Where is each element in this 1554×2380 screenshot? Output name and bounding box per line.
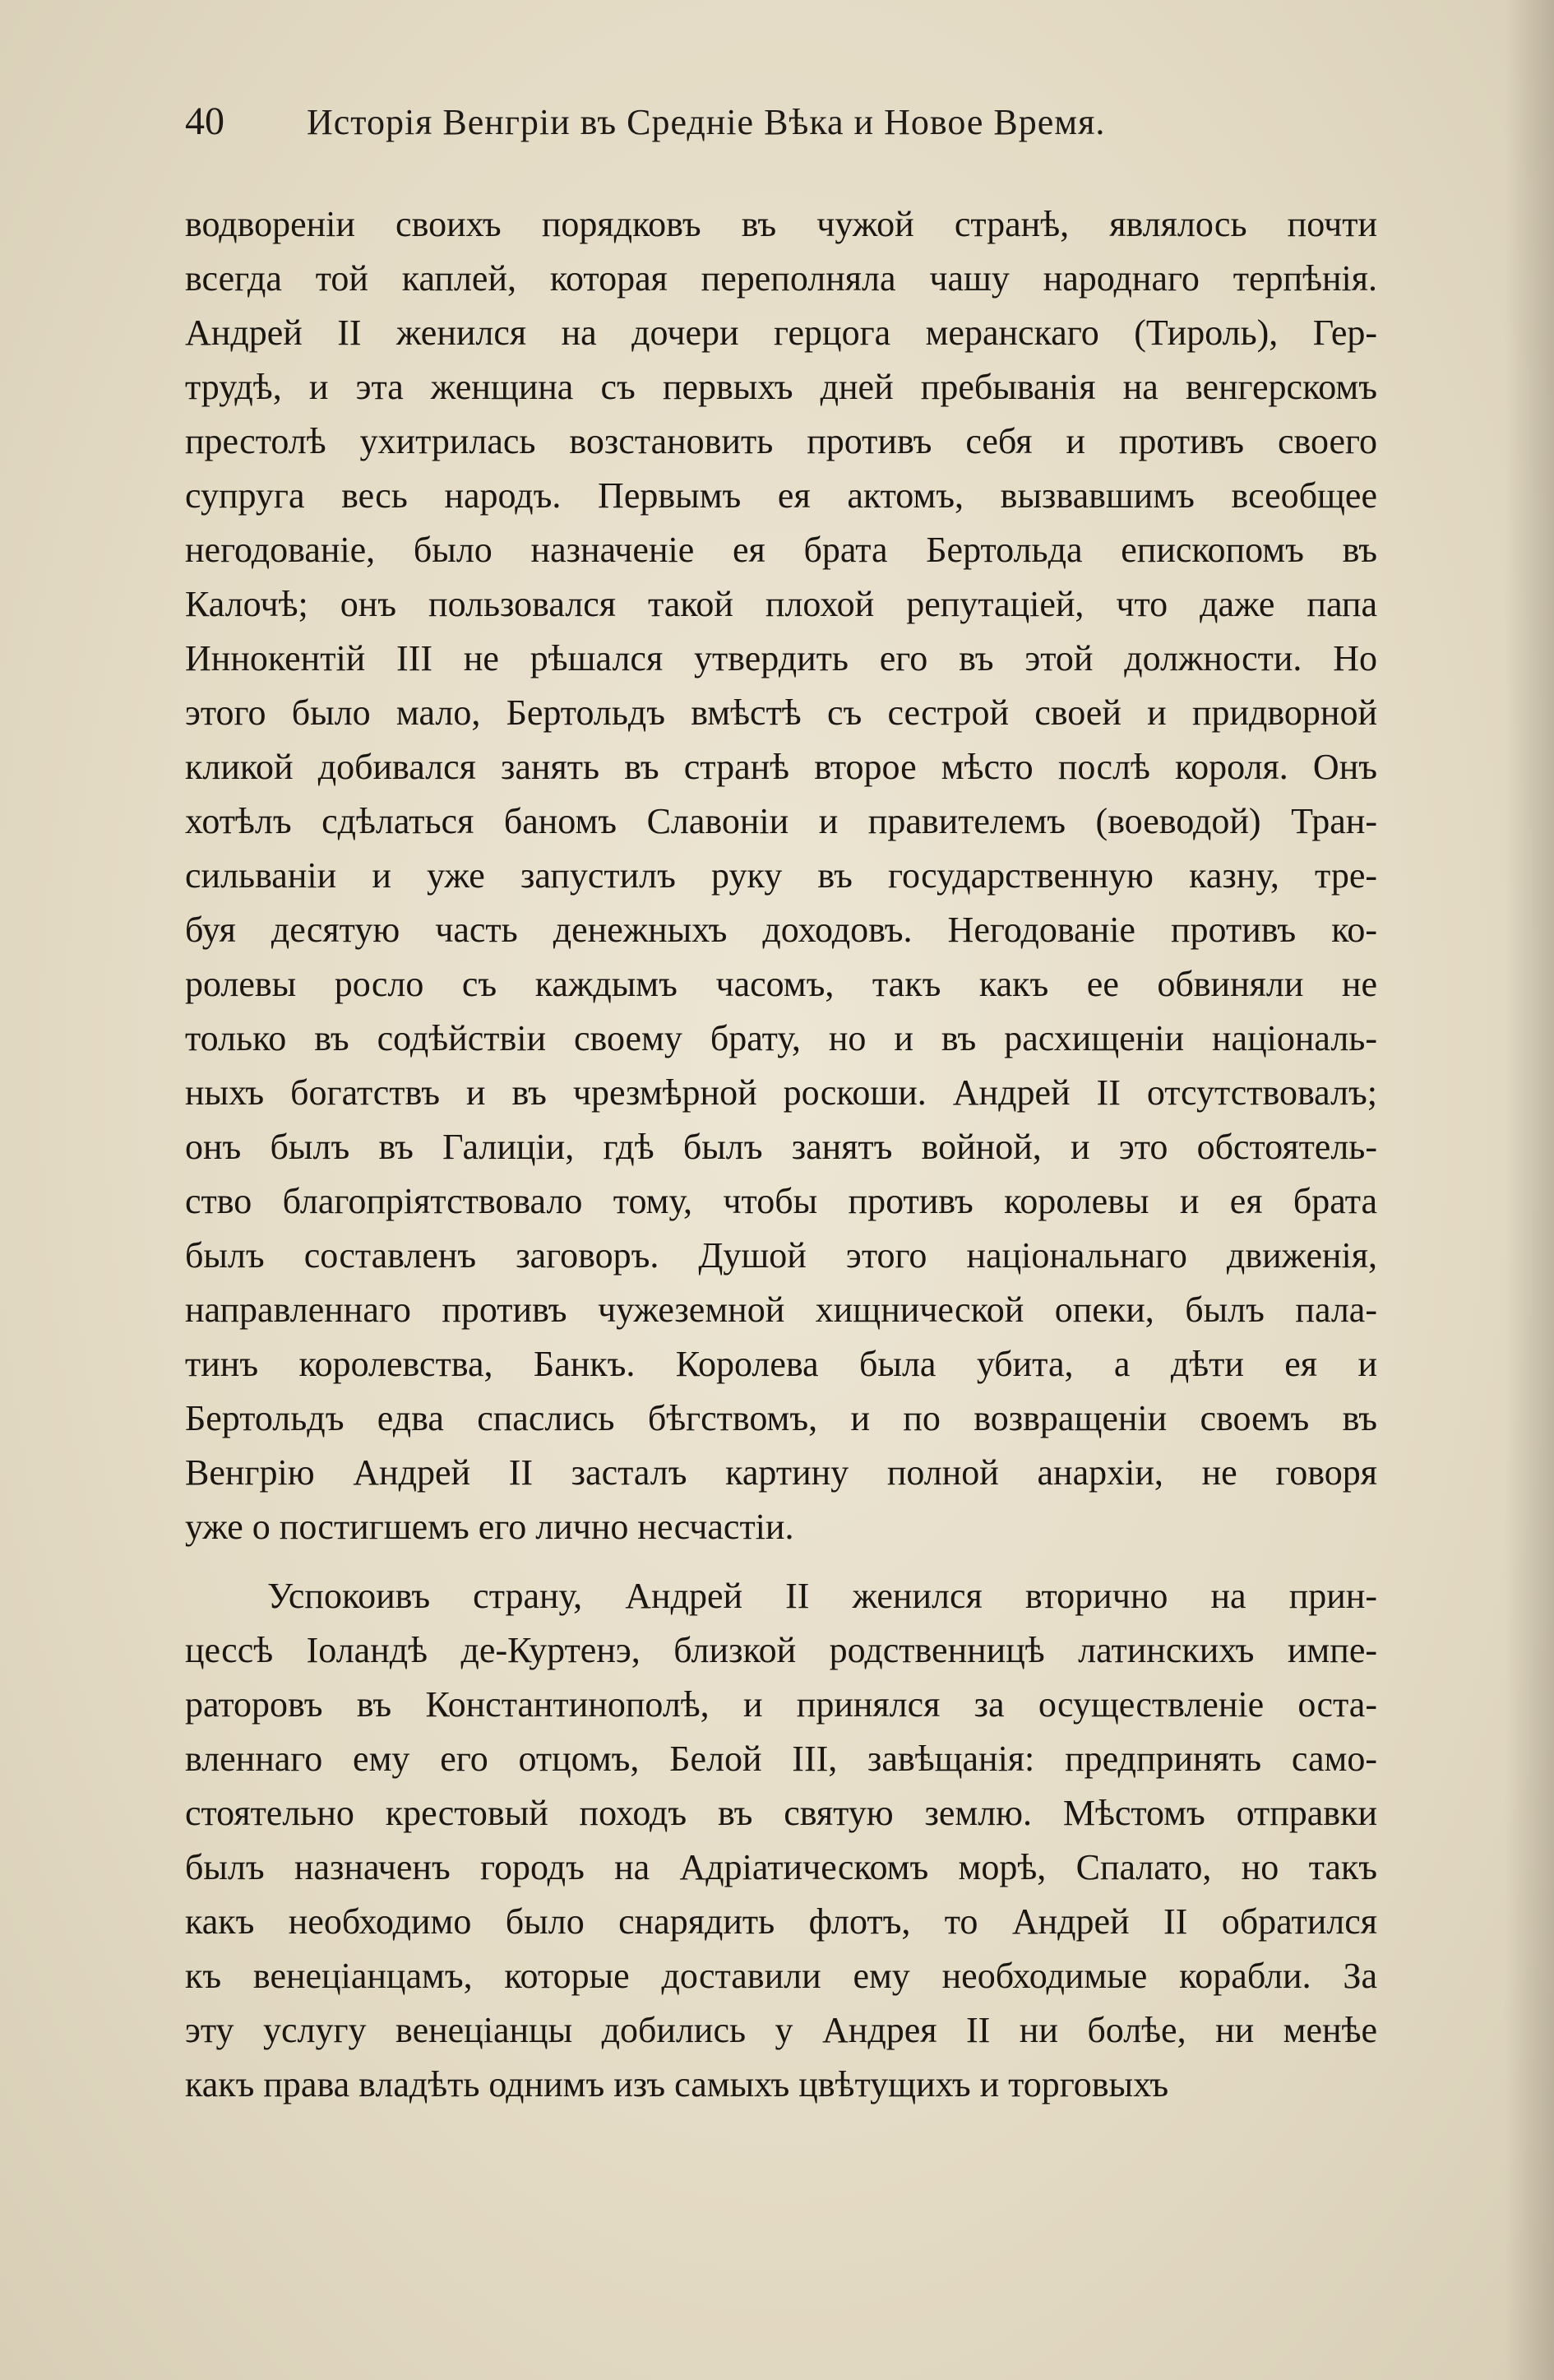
text-line: тинъ королевства, Банкъ. Королева была убита, а дѣти ея и: [185, 1344, 1377, 1384]
text-line: Бертольдъ едва спаслись бѣгствомъ, и по возвращеніи своемъ въ: [185, 1398, 1377, 1438]
text-line: сильваніи и уже запустилъ руку въ государственную казну, тре-: [185, 855, 1377, 896]
text-line: Иннокентій III не рѣшался утвердить его въ этой должности. Но: [185, 638, 1377, 678]
text-line: уже о постигшемъ его лично несчастіи.: [185, 1507, 794, 1547]
text-line: стоятельно крестовый походъ въ святую землю. Мѣстомъ отправки: [185, 1793, 1377, 1833]
text-line: вленнаго ему его отцомъ, Белой III, завѣщанія: предпринять само-: [185, 1739, 1377, 1779]
text-line: ролевы росло съ каждымъ часомъ, такъ какъ ее обвиняли не: [185, 964, 1377, 1004]
text-line: какъ права владѣть однимъ изъ самыхъ цвѣтущихъ и торговыхъ: [185, 2064, 1169, 2104]
text-line: направленнаго противъ чужеземной хищнической опеки, былъ пала-: [185, 1290, 1377, 1330]
text-line: эту услугу венеціанцы добились у Андрея II ни болѣе, ни менѣе: [185, 2010, 1377, 2050]
text-line: Андрей II женился на дочери герцога меранскаго (Тироль), Гер-: [185, 313, 1377, 353]
text-line: престолѣ ухитрилась возстановить противъ себя и противъ своего: [185, 421, 1377, 461]
text-line: Успокоивъ страну, Андрей II женился вторично на прин-: [267, 1576, 1377, 1616]
text-line: трудѣ, и эта женщина съ первыхъ дней пребыванія на венгерскомъ: [185, 367, 1377, 407]
text-line: этого было мало, Бертольдъ вмѣстѣ съ сестрой своей и придворной: [185, 692, 1377, 733]
paragraph-gap: [185, 1554, 1377, 1569]
text-line: былъ назначенъ городъ на Адріатическомъ морѣ, Спалато, но такъ: [185, 1847, 1377, 1887]
text-line: ныхъ богатствъ и въ чрезмѣрной роскоши. Андрей II отсутствовалъ;: [185, 1072, 1377, 1113]
text-line: только въ содѣйствіи своему брату, но и въ расхищеніи національ-: [185, 1018, 1377, 1058]
text-line: хотѣлъ сдѣлаться баномъ Славоніи и правителемъ (воеводой) Тран-: [185, 801, 1377, 841]
body-text: [185, 197, 1377, 2368]
text-line: ство благопріятствовало тому, чтобы противъ королевы и ея брата: [185, 1181, 1377, 1221]
text-line: Венгрію Андрей II засталъ картину полной анархіи, не говоря: [185, 1452, 1377, 1493]
text-line: былъ составленъ заговоръ. Душой этого національнаго движенія,: [185, 1235, 1377, 1276]
running-title: Исторія Венгріи въ Средніе Вѣка и Новое Время.: [307, 102, 1106, 142]
page-number: 40: [185, 100, 224, 143]
paragraph: [185, 197, 1377, 1554]
text-line: раторовъ въ Константинополѣ, и принялся за осуществленіе оста-: [185, 1684, 1377, 1725]
text-line: кликой добивался занять въ странѣ второе мѣсто послѣ короля. Онъ: [185, 747, 1377, 787]
text-line: Калочѣ; онъ пользовался такой плохой репутаціей, что даже папа: [185, 584, 1377, 624]
paragraph: [185, 1569, 1377, 2112]
page-header: [185, 99, 1369, 164]
text-line: буя десятую часть денежныхъ доходовъ. Негодованіе противъ ко-: [185, 910, 1377, 950]
text-line: супруга весь народъ. Первымъ ея актомъ, вызвавшимъ всеобщее: [185, 475, 1377, 516]
text-line: цессѣ Іоландѣ де-Куртенэ, близкой родственницѣ латинскихъ импе-: [185, 1630, 1377, 1670]
text-line: къ венеціанцамъ, которые доставили ему необходимые корабли. За: [185, 1956, 1377, 1996]
text-line: какъ необходимо было снарядить флотъ, то Андрей II обратился: [185, 1901, 1377, 1942]
text-line: водвореніи своихъ порядковъ въ чужой странѣ, являлось почти: [185, 204, 1377, 244]
text-line: онъ былъ въ Галиціи, гдѣ былъ занятъ войной, и это обстоятель-: [185, 1127, 1377, 1167]
text-line: негодованіе, было назначеніе ея брата Бертольда епископомъ въ: [185, 530, 1377, 570]
text-line: всегда той каплей, которая переполняла чашу народнаго терпѣнія.: [185, 258, 1377, 299]
